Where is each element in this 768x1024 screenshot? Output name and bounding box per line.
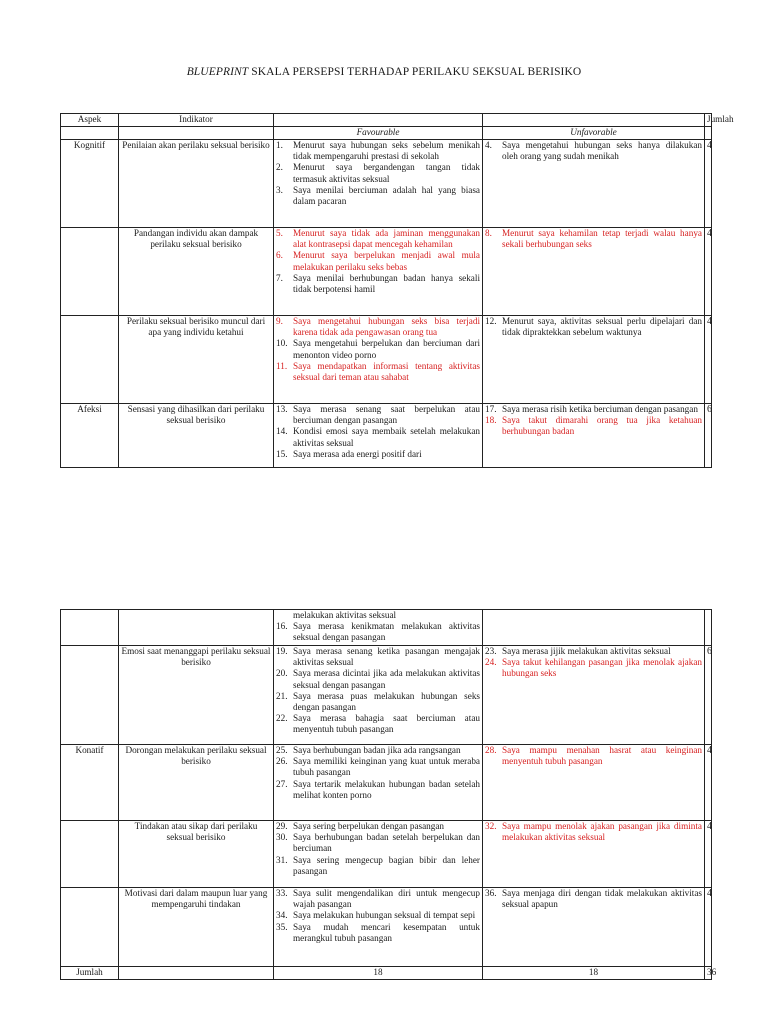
item-text: Saya mampu menolak ajakan pasangan jika diminta melakukan aktivitas seksual — [502, 821, 702, 843]
unfavorable-cell — [483, 404, 705, 468]
subheader-empty-indikator — [119, 127, 274, 140]
total-label: Jumlah — [61, 967, 119, 980]
item-text: Menurut saya tidak ada jaminan menggunakan alat kontrasepsi dapat mencegah kehamilan — [293, 228, 480, 250]
unfavorable-item — [485, 745, 702, 767]
blueprint-table-part2 — [60, 609, 717, 980]
item-number: 11. — [276, 360, 288, 371]
item-number: 26. — [276, 756, 288, 767]
header-jumlah: Jumlah — [705, 114, 712, 127]
favourable-item — [276, 691, 480, 713]
favourable-cell — [274, 646, 483, 745]
jumlah-cell — [705, 610, 712, 646]
header-favourable: Favourable — [274, 127, 483, 140]
item-text: Saya berhubungan badan setelah berpelukan dan berciuman — [293, 832, 480, 854]
item-text: Saya mengetahui berpelukan dan berciuman dari menonton video porno — [293, 338, 480, 360]
indikator-cell: Sensasi yang dihasilkan dari perilaku seksual berisiko — [119, 404, 274, 468]
item-text: Saya sulit mengendalikan diri untuk mengecup wajah pasangan — [293, 888, 480, 910]
item-number: 34. — [276, 910, 288, 921]
item-number — [276, 610, 293, 621]
table-row — [61, 610, 712, 646]
item-text: Saya mudah mencari kesempatan untuk merangkul tubuh pasangan — [293, 921, 480, 943]
item-number: 23. — [485, 646, 497, 656]
favourable-item — [276, 910, 480, 921]
item-number: 18. — [485, 415, 497, 426]
favourable-item — [276, 779, 480, 801]
table-row — [61, 745, 712, 821]
item-text: Saya mendapatkan informasi tentang aktivitas seksual dari teman atau sahabat — [293, 360, 480, 383]
favourable-item — [276, 621, 480, 643]
header-indikator: Indikator — [119, 114, 274, 127]
jumlah-cell: 6 — [705, 646, 712, 745]
total-unfavorable: 18 — [483, 967, 705, 980]
item-number: 36. — [485, 888, 497, 898]
item-number: 16. — [276, 621, 288, 632]
item-text: Saya merasa jijik melakukan aktivitas seksual — [502, 646, 671, 656]
item-number: 5. — [276, 228, 283, 238]
unfavorable-item — [485, 888, 702, 910]
item-number: 30. — [276, 832, 288, 843]
favourable-item — [276, 821, 480, 832]
favourable-item — [276, 832, 480, 854]
favourable-item — [276, 426, 480, 448]
item-text: Saya sering berpelukan dengan pasangan — [293, 821, 445, 831]
favourable-item — [276, 316, 480, 338]
item-text: Menurut saya, aktivitas seksual perlu dipelajari dan tidak dipraktekkan sebelum waktunya — [502, 316, 702, 338]
item-number: 35. — [276, 921, 288, 932]
favourable-item — [276, 338, 480, 360]
item-number: 31. — [276, 854, 288, 865]
item-text: Menurut saya berpelukan menjadi awal mula melakukan perilaku seks bebas — [293, 250, 480, 272]
unfavorable-cell — [483, 316, 705, 404]
item-text: Menurut saya bergandengan tangan tidak termasuk aktivitas seksual — [293, 162, 480, 184]
header-unfavorable: Unfavorable — [483, 127, 705, 140]
item-text: Saya melakukan hubungan seksual di tempat sepi — [293, 910, 476, 921]
table-row — [61, 316, 712, 404]
item-text: Saya merasa dicintai jika ada melakukan aktivitas seksual dengan pasangan — [293, 668, 480, 690]
subheader-empty-jumlah — [705, 127, 712, 140]
table1-body — [61, 140, 712, 468]
item-number: 1. — [276, 140, 283, 150]
indikator-cell: Penilaian akan perilaku seksual berisiko — [119, 140, 274, 228]
unfavorable-cell — [483, 821, 705, 888]
unfavorable-cell — [483, 140, 705, 228]
unfavorable-cell — [483, 745, 705, 821]
favourable-cell — [274, 316, 483, 404]
item-continuation — [276, 610, 480, 621]
item-number: 9. — [276, 316, 283, 326]
item-number: 14. — [276, 426, 288, 437]
subheader-empty-aspek — [61, 127, 119, 140]
item-text: Saya menjaga diri dengan tidak melakukan aktivitas seksual apapun — [502, 888, 702, 910]
item-text: Saya tertarik melakukan hubungan badan setelah melihat konten porno — [293, 778, 480, 800]
item-number: 10. — [276, 338, 288, 349]
jumlah-cell: 4 — [705, 745, 712, 821]
jumlah-cell: 6 — [705, 404, 712, 468]
item-text: Saya merasa risih ketika berciuman dengan pasangan — [502, 404, 698, 414]
table2-body — [61, 610, 712, 967]
table-row — [61, 228, 712, 316]
item-number: 22. — [276, 713, 288, 724]
favourable-cell — [274, 610, 483, 646]
aspek-cell: Kognitif — [61, 140, 119, 228]
unfavorable-cell — [483, 646, 705, 745]
item-text: Menurut saya hubungan seks sebelum menikah tidak mempengaruhi prestasi di sekolah — [293, 140, 480, 162]
item-number: 6. — [276, 250, 283, 261]
item-number: 12. — [485, 316, 497, 326]
indikator-cell: Dorongan melakukan perilaku seksual berisiko — [119, 745, 274, 821]
item-text: Kondisi emosi saya membaik setelah melakukan aktivitas seksual — [293, 426, 480, 448]
unfavorable-item — [485, 646, 702, 657]
item-number: 15. — [276, 448, 288, 459]
item-number: 25. — [276, 745, 288, 755]
aspek-cell — [61, 228, 119, 316]
favourable-item — [276, 228, 480, 250]
favourable-cell — [274, 228, 483, 316]
item-text: melakukan aktivitas seksual — [293, 610, 397, 620]
title-rest: SKALA PERSEPSI TERHADAP PERILAKU SEKSUAL BERISIKO — [248, 66, 582, 78]
item-number: 19. — [276, 646, 288, 656]
jumlah-cell: 4 — [705, 228, 712, 316]
item-text: Saya menilai berciuman adalah hal yang biasa dalam pacaran — [293, 184, 480, 207]
item-number: 29. — [276, 821, 288, 831]
table-row — [61, 404, 712, 468]
indikator-cell — [119, 610, 274, 646]
item-text: Saya mengetahui hubungan seks bisa terjadi karena tidak ada pengawasan orang tua — [293, 316, 480, 338]
table-row — [61, 821, 712, 888]
item-text: Saya merasa ada energi positif dari — [293, 448, 422, 459]
table-row — [61, 646, 712, 745]
total-row — [61, 967, 712, 980]
item-text: Saya takut kehilangan pasangan jika menolak ajakan hubungan seks — [502, 657, 702, 679]
page-title — [0, 66, 768, 78]
item-text: Saya memiliki keinginan yang kuat untuk meraba tubuh pasangan — [293, 756, 480, 778]
favourable-cell — [274, 821, 483, 888]
title-italic: BLUEPRINT — [186, 66, 249, 78]
aspek-cell — [61, 646, 119, 745]
favourable-item — [276, 855, 480, 877]
aspek-cell — [61, 888, 119, 967]
total-favourable: 18 — [274, 967, 483, 980]
item-number: 27. — [276, 778, 288, 789]
item-text: Saya menilai berhubungan badan hanya sekali tidak berpotensi hamil — [293, 272, 480, 295]
item-number: 4. — [485, 140, 492, 150]
total-jumlah: 36 — [705, 967, 712, 980]
unfavorable-item — [485, 316, 702, 338]
item-number: 28. — [485, 745, 497, 755]
favourable-item — [276, 361, 480, 383]
indikator-cell: Motivasi dari dalam maupun luar yang mempengaruhi tindakan — [119, 888, 274, 967]
blueprint-table-part1 — [60, 113, 734, 468]
aspek-cell — [61, 821, 119, 888]
favourable-item — [276, 745, 480, 756]
favourable-item — [276, 185, 480, 207]
favourable-item — [276, 273, 480, 295]
aspek-cell — [61, 316, 119, 404]
item-number: 13. — [276, 404, 288, 414]
table-row — [61, 140, 712, 228]
item-text: Saya merasa puas melakukan hubungan seks dengan pasangan — [293, 690, 480, 713]
item-number: 7. — [276, 272, 283, 283]
favourable-item — [276, 646, 480, 668]
aspek-cell: Afeksi — [61, 404, 119, 468]
unfavorable-cell — [483, 228, 705, 316]
item-number: 20. — [276, 668, 288, 679]
favourable-cell — [274, 888, 483, 967]
indikator-cell: Tindakan atau sikap dari perilaku seksual berisiko — [119, 821, 274, 888]
item-text: Saya merasa senang ketika pasangan mengajak aktivitas seksual — [293, 646, 480, 668]
favourable-item — [276, 713, 480, 735]
item-number: 17. — [485, 404, 497, 414]
unfavorable-item — [485, 404, 702, 415]
jumlah-cell: 4 — [705, 316, 712, 404]
item-text: Saya sering mengecup bagian bibir dan leher pasangan — [293, 854, 480, 876]
favourable-item — [276, 888, 480, 910]
item-text: Saya mengetahui hubungan seks hanya dilakukan oleh orang yang sudah menikah — [502, 140, 702, 162]
header-empty-fav — [274, 114, 483, 127]
item-number: 32. — [485, 821, 497, 831]
item-number: 33. — [276, 888, 288, 898]
jumlah-cell: 4 — [705, 888, 712, 967]
item-text: Saya berhubungan badan jika ada rangsangan — [293, 745, 461, 755]
header-aspek: Aspek — [61, 114, 119, 127]
favourable-item — [276, 140, 480, 162]
favourable-item — [276, 404, 480, 426]
item-text: Saya takut dimarahi orang tua jika ketahuan berhubungan badan — [502, 415, 702, 437]
total-empty — [119, 967, 274, 980]
item-text: Saya merasa kenikmatan melakukan aktivitas seksual dengan pasangan — [293, 621, 480, 643]
item-text: Saya mampu menahan hasrat atau keinginan menyentuh tubuh pasangan — [502, 745, 702, 767]
item-text: Saya merasa bahagia saat berciuman atau menyentuh tubuh pasangan — [293, 713, 480, 735]
favourable-item — [276, 756, 480, 778]
unfavorable-item — [485, 140, 702, 162]
item-text: Menurut saya kehamilan tetap terjadi walau hanya sekali berhubungan seks — [502, 228, 702, 250]
item-text: Saya merasa senang saat berpelukan atau berciuman dengan pasangan — [293, 404, 480, 426]
unfavorable-item — [485, 228, 702, 250]
unfavorable-cell — [483, 888, 705, 967]
favourable-cell — [274, 140, 483, 228]
favourable-item — [276, 668, 480, 690]
aspek-cell — [61, 610, 119, 646]
item-number: 2. — [276, 162, 283, 173]
unfavorable-item — [485, 821, 702, 843]
item-number: 8. — [485, 228, 492, 238]
item-number: 24. — [485, 657, 497, 668]
jumlah-cell: 4 — [705, 140, 712, 228]
favourable-item — [276, 162, 480, 184]
header-empty-unf — [483, 114, 705, 127]
indikator-cell: Pandangan individu akan dampak perilaku seksual berisiko — [119, 228, 274, 316]
favourable-item — [276, 922, 480, 944]
unfavorable-item — [485, 657, 702, 679]
unfavorable-item — [485, 415, 702, 437]
aspek-cell: Konatif — [61, 745, 119, 821]
item-number: 21. — [276, 690, 288, 701]
favourable-item — [276, 449, 480, 460]
table-row — [61, 888, 712, 967]
jumlah-cell: 4 — [705, 821, 712, 888]
indikator-cell: Perilaku seksual berisiko muncul dari apa yang individu ketahui — [119, 316, 274, 404]
favourable-item — [276, 250, 480, 272]
unfavorable-cell — [483, 610, 705, 646]
favourable-cell — [274, 404, 483, 468]
favourable-cell — [274, 745, 483, 821]
indikator-cell: Emosi saat menanggapi perilaku seksual berisiko — [119, 646, 274, 745]
item-number: 3. — [276, 184, 283, 195]
